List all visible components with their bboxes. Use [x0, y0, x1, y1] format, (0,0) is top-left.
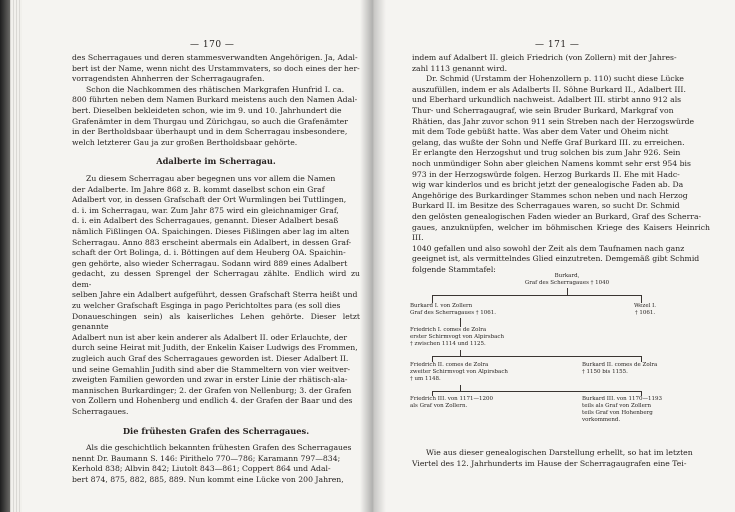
text-line: mit dem Tode gebüßt hatte. Was aber dem Vater und Oheim nicht	[412, 127, 669, 137]
text-line: zugleich auch Graf des Scherragaues geworden ist. Dieser Adalbert II.	[72, 354, 349, 364]
text-line: d. i. im Scherragau, war. Zum Jahr 875 wird ein gleichnamiger Graf,	[72, 205, 339, 215]
right-page-text	[412, 53, 710, 275]
text-line: Adalbert nun ist aber kein anderer als Adalbert II. oder Erlauchte, der	[72, 332, 348, 342]
text-line: gaues, anzuknüpfen, welcher im böhmischen Kriege des Kaisers Heinrich III.	[412, 222, 710, 243]
text-line: in der Bertholdsbaar überhaupt und in dem Scherragau insbesondere,	[72, 127, 348, 137]
right-paragraph-1	[412, 53, 710, 74]
tree-line	[432, 356, 642, 357]
text-line: und seine Gemahlin Judith sind aber die Stammeltern von vier weitver-	[72, 364, 351, 374]
right-page	[372, 0, 735, 512]
text-line: Er erlangte den Herzogshut und trug solchen bis zum Jahr 926. Sein	[412, 148, 681, 158]
text-line: mannischen Burkardinger; 2. der Grafen von Nellenburg; 3. der Grafen	[72, 385, 352, 395]
text-line: Friedrich III. von 1171—1200	[410, 396, 493, 402]
tree-line	[432, 295, 642, 296]
text-line: zweiter Schirmvogt von Alpirsbach	[410, 369, 508, 375]
heading-frueheste-grafen: Die frühesten Grafen des Scherragaues.	[122, 425, 310, 436]
text-line: indem auf Adalbert II. gleich Friedrich (von Zollern) mit der Jahres-	[412, 53, 677, 62]
text-line: geeignet ist, als vermittelndes Glied einzutreten. Demgemäß gibt Schmid	[412, 254, 700, 264]
text-line: Friedrich I. comes de Zolra	[410, 327, 487, 333]
text-line: Burkard I. von Zollern	[410, 303, 473, 309]
text-line: gedacht, zu dessen Sprengel der Scherragau zählte. Endlich wird zu dem-	[72, 269, 360, 289]
text-line: zahl 1113 genannt wird.	[412, 63, 508, 73]
text-line: bert 874, 875, 882, 885, 889. Nun kommt eine Lücke von 200 Jahren,	[72, 474, 344, 484]
text-line: d. i. ein Adalbert des Scherragaues, genannt. Dieser Adalbert besaß	[72, 216, 339, 226]
text-line: vorragendsten Ahnherren der Scherragaugrafen.	[72, 74, 265, 84]
text-line: des Scherragaues und deren stammesverwandten Angehörigen. Ja, Adal-	[72, 53, 358, 62]
tree-node-burkard-1	[410, 303, 550, 317]
text-line: Graf des Scherragaues † 1061.	[410, 310, 497, 316]
tree-line	[432, 295, 433, 303]
text-line: Thur- und Scherragaugraf, wie sein Bruder Burkard, Markgraf von	[412, 105, 674, 115]
text-line: noch unmündiger Sohn aber gleichen Namens kommt sehr erst 954 bis	[412, 158, 691, 168]
left-page	[22, 0, 372, 512]
tree-node-wezel-1	[615, 303, 675, 317]
text-line: Friedrich II. comes de Zolra	[410, 362, 489, 368]
text-line: Wezel I.	[633, 303, 657, 309]
text-line: erster Schirmvogt von Alpirsbach	[410, 334, 505, 340]
text-line: Scherragau. Anno 883 erscheint abermals ein Adalbert, in dessen Graf-	[72, 237, 352, 247]
text-line: Schon die Nachkommen des rhätischen Markgrafen Hunfrid I. ca.	[86, 84, 345, 94]
tree-node-burkard-3	[582, 396, 707, 424]
right-paragraph-3	[412, 448, 710, 469]
text-line: Burkard III. von 1170—1193	[582, 396, 662, 402]
text-line: 800 führten neben dem Namen Burkard meistens auch den Namen Adal-	[72, 95, 358, 105]
right-page-text-bottom	[412, 448, 710, 469]
left-paragraph-2	[72, 85, 360, 149]
text-line: † um 1148.	[410, 376, 441, 382]
text-line: bert. Dieselben bekleideten schon, wie im 9. und 10. Jahrhundert die	[72, 105, 342, 115]
text-line: Scherragaues.	[72, 407, 129, 416]
text-line: gen gehörte, also wieder Scherragau. Sodann wird 889 eines Adalbert	[72, 258, 348, 268]
text-line: Adalbert vor, in dessen Grafschaft der Ort Wurmlingen bei Tuttlingen,	[72, 195, 347, 205]
text-line: Viertel des 12. Jahrhunderts im Hause der Scherragaugrafen eine Tei-	[412, 458, 687, 468]
text-line: 1040 gefallen und also sowohl der Zeit als dem Taufnamen nach ganz	[412, 243, 685, 253]
text-line: 973 in der Herzogswürde folgen. Herzog Burkards II. Ehe mit Hadc-	[412, 169, 680, 179]
text-line: selben Jahre ein Adalbert aufgeführt, dessen Grafschaft Sterra heißt und	[72, 290, 358, 300]
page-number-171: — 171 —	[535, 40, 580, 50]
tree-node-friedrich-2	[410, 362, 560, 383]
text-line: Als die geschichtlich bekannten frühesten Grafen des Scherragaues	[86, 443, 352, 453]
text-line: zu welcher Grafschaft Esginga in pago Perichtoltes para (es soll dies	[72, 301, 341, 311]
text-line: als Graf von Zollern.	[410, 403, 468, 409]
tree-node-friedrich-3	[410, 396, 560, 410]
text-line: von Zollern und Hohenberg und endlich 4. der Grafen der Baar und des	[72, 396, 353, 406]
text-line: † 1061.	[634, 310, 656, 316]
text-line: bert ist der Name, wenn nicht des Urstammvaters, so doch eines der her-	[72, 63, 360, 73]
text-line: Kerhold 838; Albvin 842; Liutolt 843—861; Coppert 864 und Adal-	[72, 464, 331, 474]
page-number-170: — 170 —	[190, 40, 235, 50]
right-paragraph-2	[412, 74, 710, 275]
text-line: Dr. Schmid (Urstamm der Hohenzollern p. 110) sucht diese Lücke	[426, 74, 684, 84]
genealogy-table	[410, 273, 710, 423]
tree-line	[460, 318, 461, 327]
text-line: Graf des Scherragaues † 1040	[524, 280, 610, 286]
text-line: folgende Stammtafel:	[412, 264, 496, 274]
text-line: gelang, das wußte der Sohn und Neffe Graf Burkard III. zu erreichen.	[412, 137, 685, 147]
left-paragraph-1	[72, 53, 360, 85]
book-edge-shadow	[0, 0, 10, 512]
text-line: Burkard II. comes de Zolra	[582, 362, 658, 368]
text-line: Burkard II. im Besitze des Scherragaues waren, so sucht Dr. Schmid	[412, 201, 680, 211]
tree-node-burkard-2	[582, 362, 702, 376]
text-line: vorkommend.	[582, 417, 621, 423]
text-line: teils Graf von Hohenberg	[582, 410, 653, 416]
text-line: und Eberhard urkundlich nachweist. Adalbert III. stirbt anno 912 als	[412, 95, 682, 105]
text-line: teils als Graf von Zollern	[582, 403, 652, 409]
text-line: Wie aus dieser genealogischen Darstellung erhellt, so hat im letzten	[426, 448, 693, 457]
text-line: † zwischen 1114 und 1125.	[410, 341, 486, 347]
text-line: durch seine Heirat mit Judith, der Enkelin Kaiser Ludwigs des Frommen,	[72, 343, 358, 353]
text-line: den gelösten genealogischen Faden wieder an Burkard, Graf des Scherra-	[412, 211, 702, 221]
text-line: Burkard,	[554, 273, 580, 279]
left-paragraph-3	[72, 174, 360, 418]
text-line: Grafenämter in dem Thurgau und Zürichgau, so auch die Grafenämter	[72, 116, 348, 126]
text-line: Donaueschingen sein) als kaiserliches Lehen gehörte. Dieser letzt genannte	[72, 311, 360, 332]
text-line: der Adalberte. Im Jahre 868 z. B. kommt daselbst schon ein Graf	[72, 184, 325, 194]
text-line: † 1150 bis 1155.	[582, 369, 628, 375]
text-line: schaft der Ort Bolinga, d. i. Böttingen auf dem Heuberg OA. Spaichin-	[72, 248, 346, 258]
left-page-text	[72, 53, 360, 486]
text-line: auszufüllen, indem er als Adalberts II. Söhne Burkard II., Adalbert III.	[412, 84, 686, 94]
text-line: zweigten Familien geworden und zwar in erster Linie der rhätisch-ala-	[72, 375, 348, 385]
text-line: nämlich Fißlingen OA. Spaichingen. Dieses Fißlingen aber lag im alten	[72, 226, 350, 236]
heading-adalberte: Adalberte im Scherragau.	[156, 156, 276, 167]
tree-node-friedrich-1	[410, 327, 560, 348]
tree-line	[432, 391, 642, 392]
book-gutter-shadow	[360, 0, 386, 512]
tree-line	[641, 295, 642, 303]
page-stack-edge	[10, 0, 22, 512]
tree-root-burkard	[502, 273, 632, 287]
text-line: wig war kinderlos und es bricht jetzt der genealogische Faden ab. Da	[412, 180, 684, 190]
text-line: Angehörige des Burkardinger Stammes schon neben und nach Herzog	[412, 190, 688, 200]
text-line: welch letzterer Gau ja zur großen Bertholdsbaar gehörte.	[72, 137, 298, 147]
left-paragraph-4	[72, 443, 360, 485]
text-line: Rhätien, das Jahr zuvor schon 911 sein Streben nach der Herzogswürde	[412, 116, 695, 126]
text-line: nennt Dr. Baumann S. 146: Pirithelo 770—786; Karamann 797—834;	[72, 453, 341, 463]
text-line: Zu diesem Scherragau aber begegnen uns vor allem die Namen	[86, 173, 336, 183]
